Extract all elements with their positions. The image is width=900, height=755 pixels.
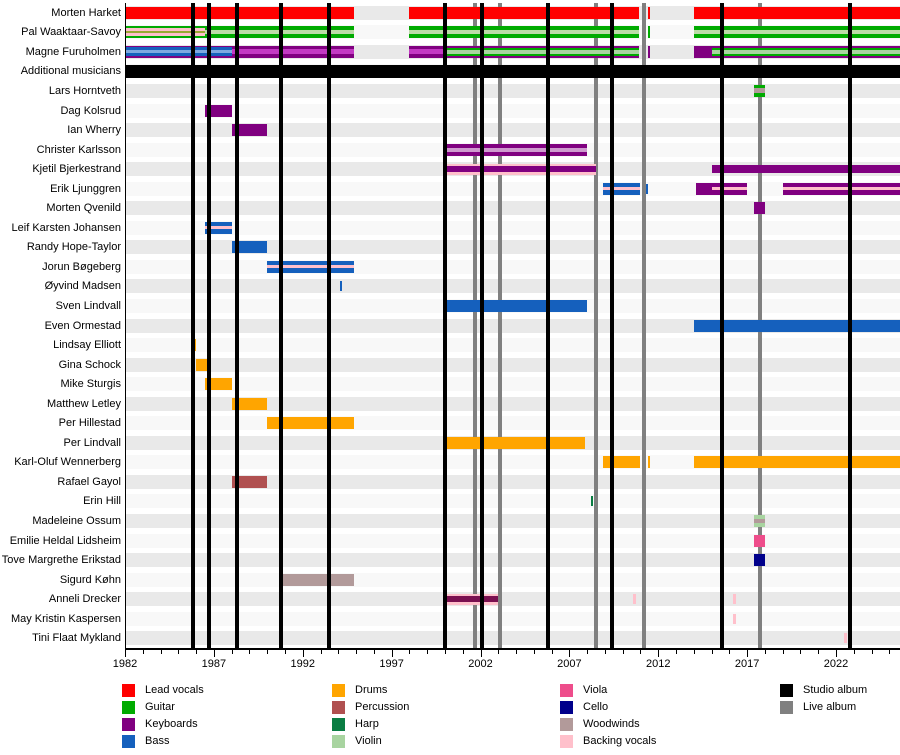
row-band	[125, 494, 900, 508]
role-bar	[125, 7, 354, 19]
legend-swatch-woodwinds	[560, 718, 573, 731]
x-axis-minor-tick	[640, 650, 641, 654]
role-bar	[445, 164, 596, 175]
x-axis-minor-tick	[409, 650, 410, 654]
role-bar	[283, 574, 354, 586]
x-axis-minor-tick	[534, 650, 535, 654]
role-center-stripe	[754, 519, 765, 523]
row-label: Madeleine Ossum	[32, 514, 121, 527]
row-label: Tini Flaat Mykland	[32, 632, 121, 645]
studio-album-line	[720, 3, 724, 648]
role-bar	[844, 633, 847, 643]
legend-swatch-drums	[332, 684, 345, 697]
legend-label: Woodwinds	[583, 718, 640, 730]
x-axis-minor-tick	[374, 650, 375, 654]
x-axis-minor-tick	[854, 650, 855, 654]
role-bar	[648, 46, 651, 58]
x-axis-minor-tick	[623, 650, 624, 654]
x-axis-major-tick	[481, 650, 482, 657]
live-album-line	[473, 3, 477, 648]
row-label: Lars Horntveth	[48, 84, 121, 97]
x-axis-major-tick	[747, 650, 748, 657]
role-bar	[340, 281, 342, 291]
x-axis-minor-tick	[285, 650, 286, 654]
x-axis-minor-tick	[196, 650, 197, 654]
legend-label: Bass	[145, 735, 170, 747]
row-band	[125, 260, 900, 274]
row-label: Randy Hope-Taylor	[26, 241, 121, 254]
role-bar	[694, 456, 900, 468]
x-axis-major-tick	[125, 650, 126, 657]
row-band	[125, 338, 900, 352]
x-axis-minor-tick	[445, 650, 446, 654]
row-label: May Kristin Kaspersen	[10, 612, 121, 625]
x-axis-minor-tick	[463, 650, 464, 654]
legend-swatch-bass	[122, 735, 135, 748]
legend-label: Backing vocals	[583, 735, 657, 747]
x-axis-tick-label: 2012	[646, 658, 671, 670]
role-bar	[648, 456, 651, 468]
role-bar	[694, 46, 712, 58]
role-bar	[733, 614, 736, 624]
role-center-stripe	[603, 187, 640, 190]
row-label: Emilie Heldal Lidsheim	[9, 534, 121, 547]
live-album-line	[642, 3, 646, 648]
x-axis-minor-tick	[783, 650, 784, 654]
role-bar	[733, 594, 736, 604]
row-band	[125, 201, 900, 215]
x-axis-minor-tick	[321, 650, 322, 654]
row-label: Ian Wherry	[67, 124, 121, 137]
x-axis-minor-tick	[729, 650, 730, 654]
role-bar	[445, 300, 587, 312]
row-label: Kjetil Bjerkestrand	[32, 163, 121, 176]
studio-album-line	[848, 3, 852, 648]
role-bar	[712, 165, 900, 173]
x-axis-minor-tick	[694, 650, 695, 654]
studio-album-line	[235, 3, 239, 648]
row-band	[125, 553, 900, 567]
role-bar	[445, 594, 498, 605]
row-band	[125, 573, 900, 587]
role-center-stripe	[445, 596, 498, 602]
row-band	[125, 592, 900, 606]
x-axis-minor-tick	[800, 650, 801, 654]
row-label: Erin Hill	[83, 495, 121, 508]
x-axis-minor-tick	[605, 650, 606, 654]
row-label: Øyvind Madsen	[44, 280, 121, 293]
role-bar	[445, 144, 587, 156]
x-axis-minor-tick	[161, 650, 162, 654]
role-center-stripe	[445, 166, 596, 172]
studio-album-line	[191, 3, 195, 648]
legend-swatch-guitar	[122, 701, 135, 714]
role-bar	[783, 183, 900, 195]
legend-swatch-live_album	[780, 701, 793, 714]
x-axis-minor-tick	[818, 650, 819, 654]
role-bar	[646, 184, 649, 194]
plot-left-border	[125, 3, 126, 648]
role-bar	[712, 183, 748, 195]
role-bar	[754, 515, 765, 527]
row-label: Morten Qvenild	[46, 202, 121, 215]
row-label: Jorun Bøgeberg	[42, 260, 121, 273]
x-axis-minor-tick	[765, 650, 766, 654]
row-label: Magne Furuholmen	[25, 45, 121, 58]
row-label: Sven Lindvall	[55, 299, 121, 312]
row-band	[125, 221, 900, 235]
x-axis-tick-label: 2007	[557, 658, 582, 670]
studio-album-line	[443, 3, 447, 648]
role-bar	[409, 46, 445, 58]
legend-swatch-lead_vocals	[122, 684, 135, 697]
x-axis-minor-tick	[143, 650, 144, 654]
studio-album-line	[610, 3, 614, 648]
role-center-stripe	[712, 50, 900, 54]
role-bar	[603, 456, 640, 468]
legend-label: Percussion	[355, 701, 410, 713]
role-center-stripe	[125, 50, 232, 53]
row-band	[125, 358, 900, 372]
legend-label: Violin	[355, 735, 382, 747]
role-bar	[694, 7, 900, 19]
legend-label: Drums	[355, 684, 388, 696]
x-axis-major-tick	[303, 650, 304, 657]
x-axis-minor-tick	[498, 650, 499, 654]
role-center-stripe	[694, 30, 900, 34]
studio-album-line	[279, 3, 283, 648]
x-axis-minor-tick	[872, 650, 873, 654]
x-axis-minor-tick	[267, 650, 268, 654]
row-label: Christer Karlsson	[36, 143, 121, 156]
legend-label: Live album	[803, 701, 857, 713]
role-bar	[712, 46, 900, 58]
role-center-stripe	[409, 49, 445, 54]
row-label: Rafael Gayol	[57, 475, 121, 488]
x-axis-line	[125, 648, 900, 650]
studio-album-line	[546, 3, 550, 648]
role-bar	[648, 7, 651, 19]
x-axis-major-tick	[569, 650, 570, 657]
legend-label: Lead vocals	[145, 684, 204, 696]
role-center-stripe	[754, 88, 765, 93]
studio-album-line	[480, 3, 484, 648]
row-band	[125, 279, 900, 293]
row-label: Pal Waaktaar-Savoy	[21, 26, 121, 39]
x-axis-major-tick	[214, 650, 215, 657]
x-axis-minor-tick	[587, 650, 588, 654]
role-center-stripe	[712, 187, 748, 190]
row-label: Dag Kolsrud	[60, 104, 121, 117]
x-axis-tick-label: 2002	[468, 658, 493, 670]
live-album-line	[594, 3, 598, 648]
legend-label: Harp	[355, 718, 379, 730]
x-axis-tick-label: 2017	[734, 658, 760, 670]
row-label: Sigurd Køhn	[59, 573, 121, 586]
row-label: Additional musicians	[20, 65, 121, 78]
legend-label: Keyboards	[145, 718, 198, 730]
x-axis-tick-label: 1997	[379, 658, 404, 670]
legend-swatch-violin	[332, 735, 345, 748]
studio-album-line	[207, 3, 211, 648]
legend-swatch-backing_vocals	[560, 735, 573, 748]
legend-swatch-studio_album	[780, 684, 793, 697]
x-axis-minor-tick	[232, 650, 233, 654]
x-axis-minor-tick	[249, 650, 250, 654]
legend-label: Cello	[583, 701, 609, 713]
x-axis-tick-label: 1987	[201, 658, 227, 670]
role-bar	[694, 320, 900, 332]
role-bar	[125, 46, 232, 58]
x-axis-minor-tick	[552, 650, 553, 654]
row-band	[125, 612, 900, 626]
row-band	[125, 377, 900, 391]
role-bar	[754, 535, 765, 547]
legend-swatch-percussion	[332, 701, 345, 714]
legend-swatch-harp	[332, 718, 345, 731]
legend-swatch-viola	[560, 684, 573, 697]
row-label: Mike Sturgis	[60, 378, 121, 391]
row-band	[125, 631, 900, 645]
role-bar	[648, 26, 651, 38]
role-bar	[754, 202, 765, 214]
legend-label: Viola	[583, 684, 608, 696]
x-axis-tick-label: 2022	[823, 658, 849, 670]
row-label: Gina Schock	[58, 358, 121, 371]
role-center-stripe	[783, 187, 900, 190]
x-axis-major-tick	[392, 650, 393, 657]
role-center-stripe	[445, 148, 587, 152]
role-bar	[754, 554, 765, 566]
row-label: Per Lindvall	[63, 436, 121, 449]
row-label: Even Ormestad	[44, 319, 121, 332]
role-bar	[603, 183, 640, 195]
row-band	[125, 534, 900, 548]
x-axis-minor-tick	[712, 650, 713, 654]
row-label: Anneli Drecker	[48, 593, 121, 606]
studio-album-line	[327, 3, 331, 648]
row-band	[125, 84, 900, 98]
role-bar	[633, 594, 636, 604]
legend-label: Guitar	[145, 701, 175, 713]
x-axis-minor-tick	[889, 650, 890, 654]
role-bar	[591, 496, 594, 506]
x-axis-major-tick	[658, 650, 659, 657]
row-label: Karl-Oluf Wennerberg	[14, 456, 121, 469]
row-band	[125, 514, 900, 528]
legend-label: Studio album	[803, 684, 868, 696]
row-label: Tove Margrethe Erikstad	[1, 554, 121, 567]
legend-swatch-cello	[560, 701, 573, 714]
x-axis-tick-label: 1992	[290, 658, 315, 670]
x-axis-tick-label: 1982	[112, 658, 138, 670]
role-bar	[694, 26, 900, 38]
x-axis-minor-tick	[516, 650, 517, 654]
role-bar	[754, 85, 765, 97]
x-axis-minor-tick	[178, 650, 179, 654]
row-label: Erik Ljunggren	[50, 182, 121, 195]
x-axis-minor-tick	[427, 650, 428, 654]
row-label: Morten Harket	[51, 6, 121, 19]
role-bar	[696, 183, 712, 195]
row-label: Lindsay Elliott	[53, 339, 121, 352]
live-album-line	[498, 3, 502, 648]
role-bar	[232, 46, 355, 58]
x-axis-minor-tick	[356, 650, 357, 654]
x-axis-minor-tick	[676, 650, 677, 654]
row-label: Matthew Letley	[47, 397, 121, 410]
row-label: Leif Karsten Johansen	[11, 221, 121, 234]
role-center-stripe	[232, 49, 355, 54]
row-band	[125, 104, 900, 118]
legend-swatch-keyboards	[122, 718, 135, 731]
role-bar	[445, 437, 585, 449]
row-label: Per Hillestad	[58, 417, 121, 430]
row-band	[125, 416, 900, 430]
role-bar	[125, 65, 900, 78]
x-axis-major-tick	[836, 650, 837, 657]
x-axis-minor-tick	[338, 650, 339, 654]
